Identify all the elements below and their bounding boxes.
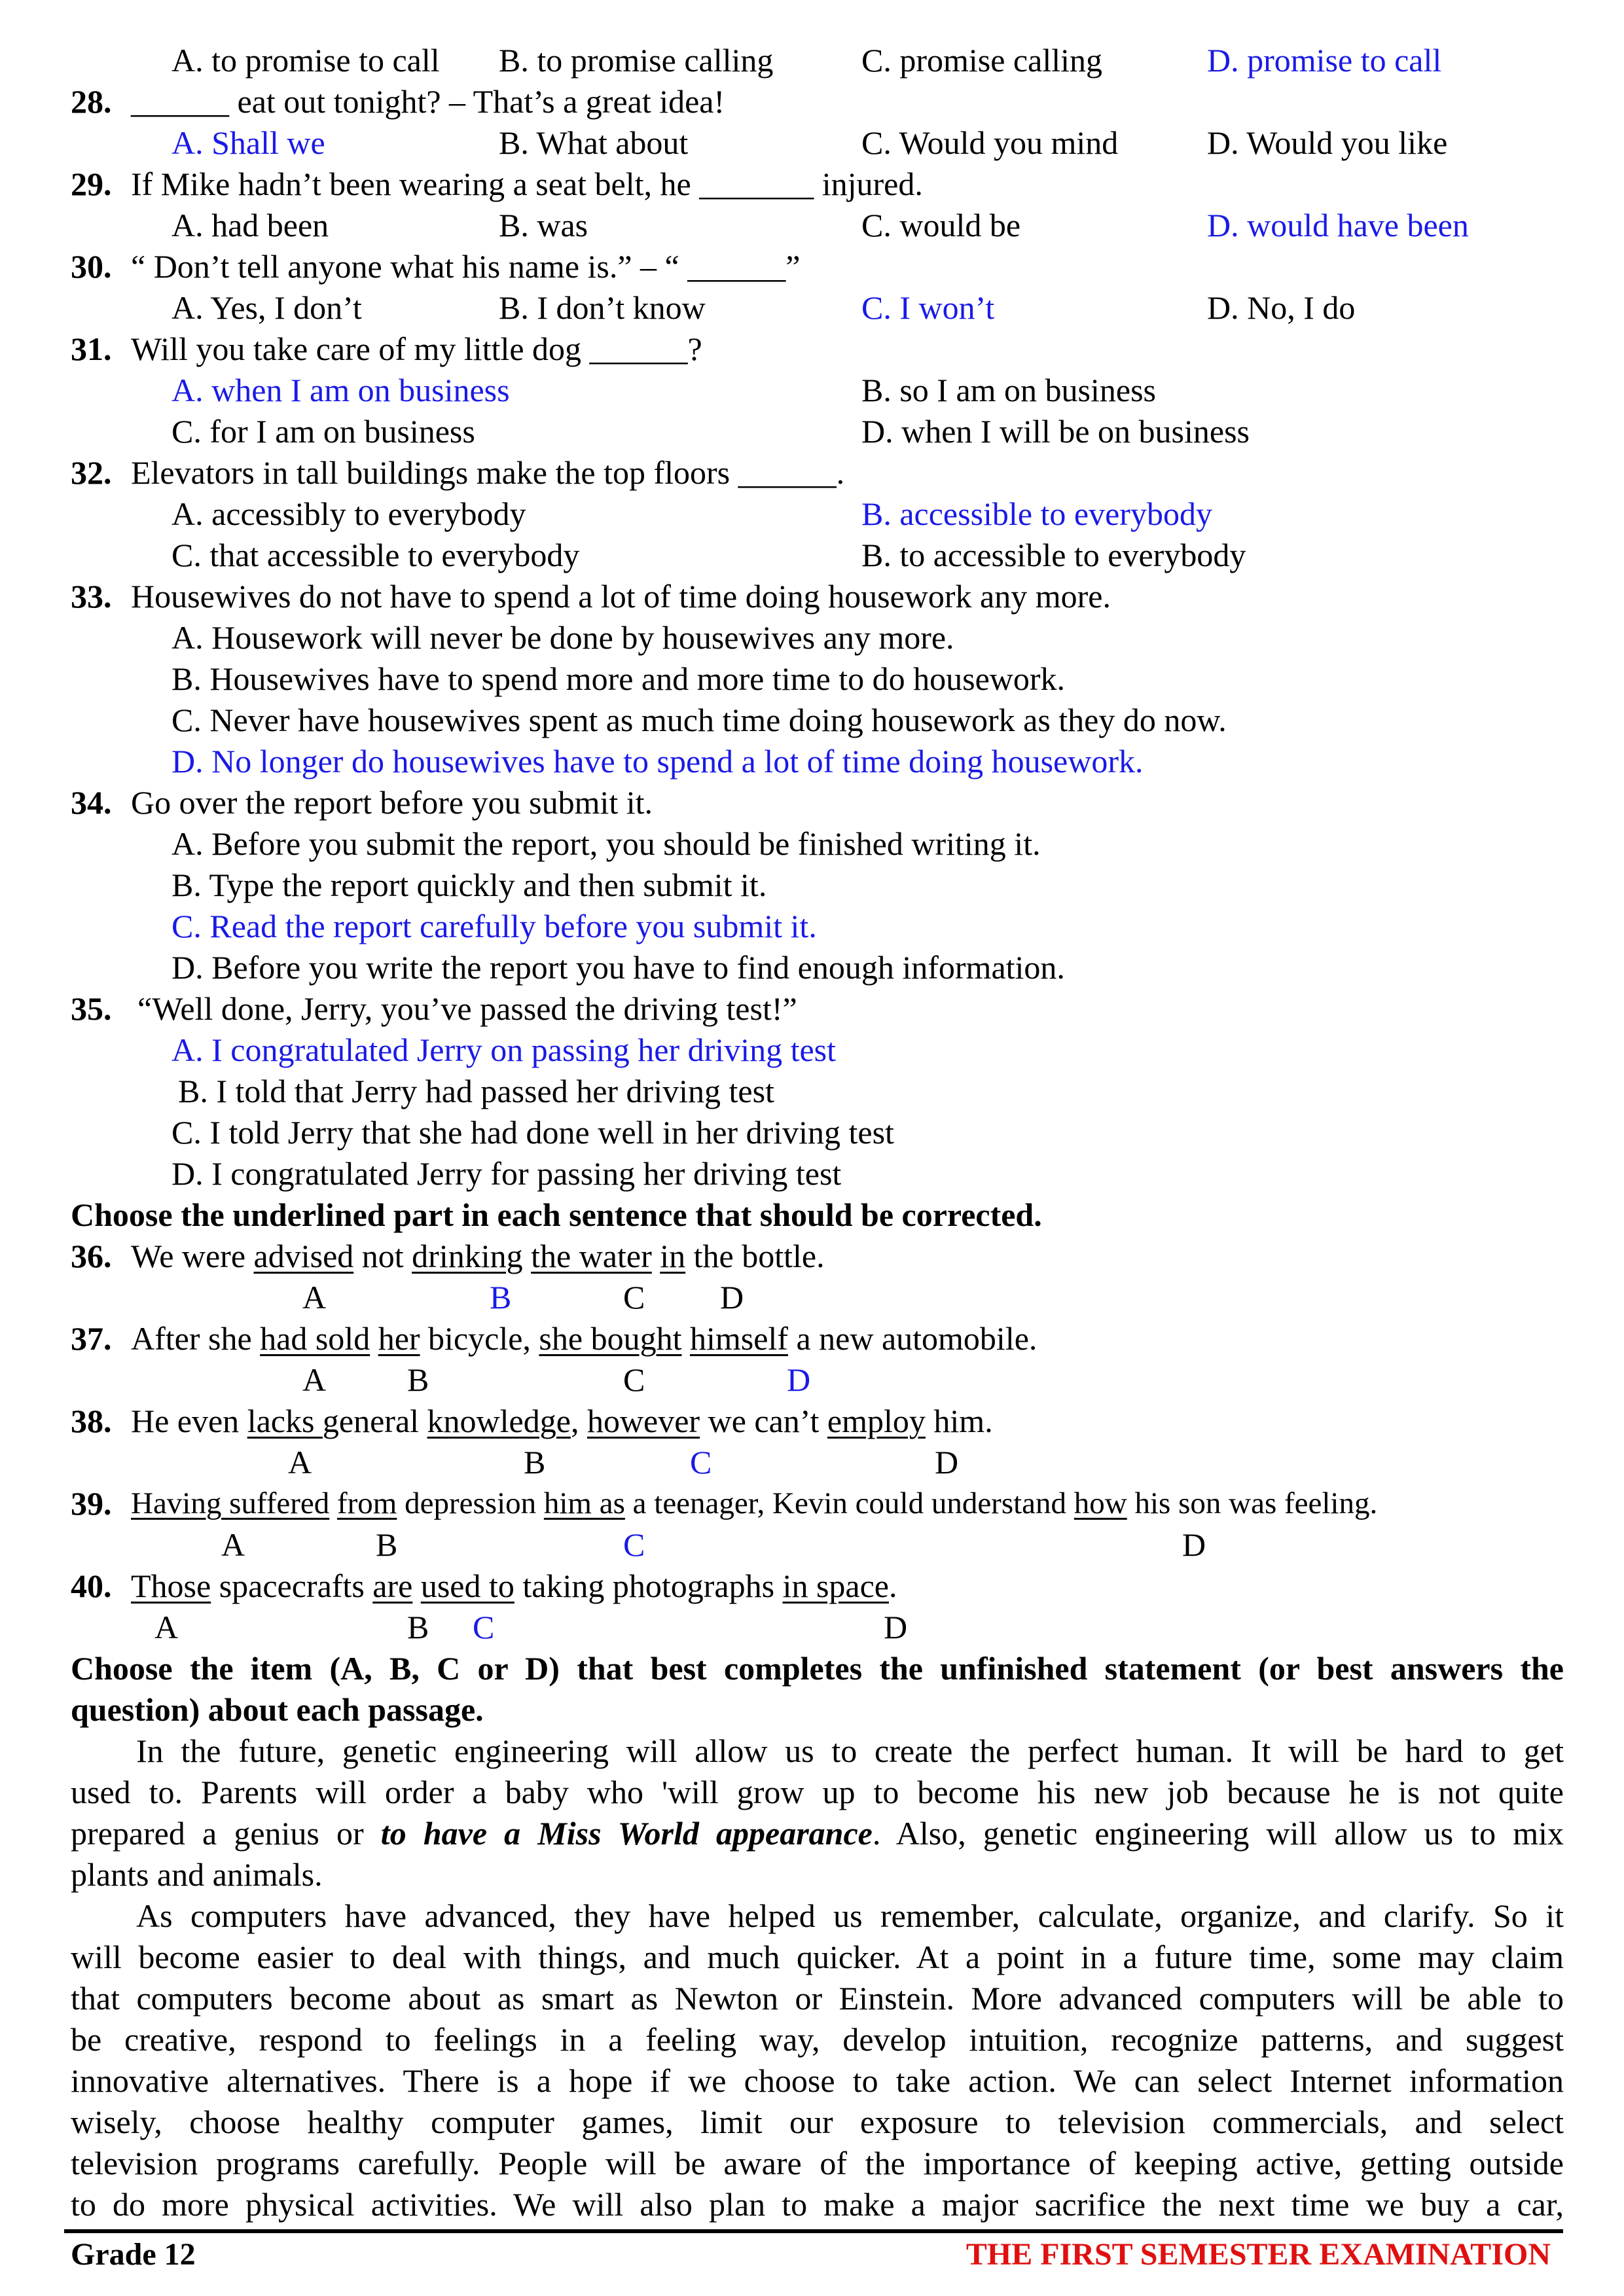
q38-label-a: A xyxy=(288,1444,312,1480)
q27-option-b: B. to promise calling xyxy=(499,42,774,79)
q35-stem: “Well done, Jerry, you’ve passed the driving test!” xyxy=(137,990,797,1027)
passage-p2-line-5: innovative alternatives. There is a hope if we choose to take action. We can select Internet information xyxy=(71,2062,1564,2099)
q28-number: 28. xyxy=(71,83,112,120)
q37-part-d: himself xyxy=(689,1320,788,1357)
q38-part-d: employ xyxy=(827,1403,926,1439)
section-heading-reading-line-1: Choose the item (A, B, C or D) that best completes the unfinished statement (or best answers the xyxy=(71,1650,1564,1687)
q36-part-d: in xyxy=(660,1238,686,1274)
q30-option-a: A. Yes, I don’t xyxy=(171,289,362,326)
q36-sentence: We were advised not drinking the water in the bottle. xyxy=(131,1238,825,1274)
q28-option-c: C. Would you mind xyxy=(861,124,1119,161)
q37-label-d-answer: D xyxy=(787,1361,811,1398)
q38-sentence: He even lacks general knowledge, however we can’t employ him. xyxy=(131,1403,993,1439)
q36-part-b: drinking xyxy=(412,1238,523,1274)
q38-part-b: knowledge xyxy=(427,1403,571,1439)
q40-part-d: in space xyxy=(782,1568,889,1604)
q38-label-b: B xyxy=(524,1444,546,1480)
q35-option-d: D. I congratulated Jerry for passing her driving test xyxy=(171,1155,842,1192)
passage-p2-line-6: wisely, choose healthy computer games, limit our exposure to television commercials, and select xyxy=(71,2104,1564,2140)
q39-label-a: A xyxy=(221,1526,245,1563)
q35-option-b: B. I told that Jerry had passed her driving test xyxy=(178,1073,774,1109)
q40-label-c-answer: C xyxy=(473,1609,495,1645)
footer-exam-title: THE FIRST SEMESTER EXAMINATION xyxy=(965,2237,1551,2272)
q39-part-b: from xyxy=(336,1486,397,1520)
footer-divider xyxy=(64,2229,1563,2233)
q32-option-b-answer: B. accessible to everybody xyxy=(861,495,1212,532)
q36-label-c: C xyxy=(623,1279,645,1316)
q33-number: 33. xyxy=(71,578,112,615)
q30-option-c-answer: C. I won’t xyxy=(861,289,995,326)
q37-part-c: she bought xyxy=(539,1320,682,1357)
q32-number: 32. xyxy=(71,454,112,491)
q39-sentence: Having suffered from depression him as a teenager, Kevin could understand how his son was feeling. xyxy=(131,1486,1378,1520)
q39-part-d: how xyxy=(1074,1486,1127,1520)
q38-label-c-answer: C xyxy=(690,1444,712,1480)
q37-part-b: her xyxy=(378,1320,420,1357)
q27-option-d-answer: D. promise to call xyxy=(1207,42,1442,79)
q37-sentence: After she had sold her bicycle, she bought himself a new automobile. xyxy=(131,1320,1038,1357)
passage-p2-line-2: will become easier to deal with things, and much quicker. At a point in a future time, some may claim xyxy=(71,1939,1564,1975)
q32-stem: Elevators in tall buildings make the top floors ______. xyxy=(131,454,845,491)
q40-part-b: are xyxy=(372,1568,413,1604)
q30-option-d: D. No, I do xyxy=(1207,289,1356,326)
q39-part-a: Having suffered xyxy=(131,1486,330,1520)
q32-option-a: A. accessibly to everybody xyxy=(171,495,526,532)
q33-stem: Housewives do not have to spend a lot of time doing housework any more. xyxy=(131,578,1111,615)
q36-label-d: D xyxy=(720,1279,744,1316)
q34-option-b: B. Type the report quickly and then submit it. xyxy=(171,867,767,903)
q39-label-b: B xyxy=(376,1526,398,1563)
q29-option-c: C. would be xyxy=(861,207,1021,243)
q32-option-d: B. to accessible to everybody xyxy=(861,537,1246,573)
q39-label-c-answer: C xyxy=(623,1526,645,1563)
q34-stem: Go over the report before you submit it. xyxy=(131,784,653,821)
q33-option-b: B. Housewives have to spend more and more time to do housework. xyxy=(171,660,1066,697)
q28-option-d: D. Would you like xyxy=(1207,124,1448,161)
q40-label-a: A xyxy=(154,1609,179,1645)
q35-option-a-answer: A. I congratulated Jerry on passing her driving test xyxy=(171,1031,837,1068)
q36-part-c: the water xyxy=(531,1238,652,1274)
q31-option-c: C. for I am on business xyxy=(171,413,475,450)
q36-label-b-answer: B xyxy=(490,1279,512,1316)
q40-part-a: Those xyxy=(131,1568,211,1604)
footer-grade: Grade 12 xyxy=(71,2237,196,2272)
q31-option-b: B. so I am on business xyxy=(861,372,1156,408)
q38-label-d: D xyxy=(935,1444,959,1480)
q31-option-a-answer: A. when I am on business xyxy=(171,372,510,408)
q31-number: 31. xyxy=(71,331,112,367)
q40-number: 40. xyxy=(71,1568,112,1604)
q36-part-a: advised xyxy=(253,1238,354,1274)
q31-option-d: D. when I will be on business xyxy=(861,413,1250,450)
q33-option-d-answer: D. No longer do housewives have to spend a lot of time doing housework. xyxy=(171,743,1144,780)
q39-part-c: him as xyxy=(543,1486,625,1520)
q29-number: 29. xyxy=(71,166,112,202)
q30-number: 30. xyxy=(71,248,112,285)
q38-part-a: lacks xyxy=(247,1403,323,1439)
q28-option-b: B. What about xyxy=(499,124,689,161)
q30-stem: “ Don’t tell anyone what his name is.” – “ ______” xyxy=(131,248,801,285)
q40-part-c: used to xyxy=(420,1568,514,1604)
passage-p1-line-4: plants and animals. xyxy=(71,1856,323,1893)
q40-label-b: B xyxy=(407,1609,429,1645)
q36-label-a: A xyxy=(302,1279,327,1316)
q39-number: 39. xyxy=(71,1485,112,1522)
q37-label-b: B xyxy=(407,1361,429,1398)
passage-p2-line-3: that computers become about as smart as Newton or Einstein. More advanced computers will be able to xyxy=(71,1980,1564,2017)
q34-number: 34. xyxy=(71,784,112,821)
passage-p1-line-2: used to. Parents will order a baby who 'will grow up to become his new job because he is not quite xyxy=(71,1774,1564,1810)
passage-p2-line-7: television programs carefully. People will be aware of the importance of keeping active, getting outside xyxy=(71,2145,1564,2181)
q37-label-a: A xyxy=(302,1361,327,1398)
q33-option-a: A. Housework will never be done by housewives any more. xyxy=(171,619,954,656)
q35-option-c: C. I told Jerry that she had done well in her driving test xyxy=(171,1114,894,1151)
q32-option-c: C. that accessible to everybody xyxy=(171,537,580,573)
q28-option-a-answer: A. Shall we xyxy=(171,124,325,161)
q30-option-b: B. I don’t know xyxy=(499,289,706,326)
q29-option-a: A. had been xyxy=(171,207,329,243)
q29-option-b: B. was xyxy=(499,207,588,243)
q37-part-a: had sold xyxy=(260,1320,370,1357)
passage-p1-line-3: prepared a genius or to have a Miss World appearance. Also, genetic engineering will allow us to mix xyxy=(71,1815,1564,1852)
q27-option-c: C. promise calling xyxy=(861,42,1102,79)
q37-label-c: C xyxy=(623,1361,645,1398)
passage-p2-line-8: to do more physical activities. We will also plan to make a major sacrifice the next time we buy a car, xyxy=(71,2186,1564,2223)
section-heading-error-identification: Choose the underlined part in each sentence that should be corrected. xyxy=(71,1196,1042,1233)
passage-emphasis: to have a Miss World appearance xyxy=(380,1815,873,1852)
q40-label-d: D xyxy=(884,1609,908,1645)
q34-option-a: A. Before you submit the report, you should be finished writing it. xyxy=(171,825,1041,862)
q33-option-c: C. Never have housewives spent as much time doing housework as they do now. xyxy=(171,702,1227,738)
q40-sentence: Those spacecrafts are used to taking photographs in space. xyxy=(131,1568,897,1604)
q38-part-c: however xyxy=(586,1403,700,1439)
q37-number: 37. xyxy=(71,1320,112,1357)
q39-label-d: D xyxy=(1182,1526,1206,1563)
passage-p1-line-1: In the future, genetic engineering will allow us to create the perfect human. It will be hard to get xyxy=(136,1732,1564,1769)
passage-p2-line-4: be creative, respond to feelings in a feeling way, develop intuition, recognize patterns, and suggest xyxy=(71,2021,1564,2058)
section-heading-reading-line-2: question) about each passage. xyxy=(71,1691,484,1728)
q31-stem: Will you take care of my little dog ______? xyxy=(131,331,702,367)
q28-stem: ______ eat out tonight? – That’s a great idea! xyxy=(131,83,725,120)
q34-option-c-answer: C. Read the report carefully before you submit it. xyxy=(171,908,817,944)
q27-option-a: A. to promise to call xyxy=(171,42,440,79)
q34-option-d: D. Before you write the report you have to find enough information. xyxy=(171,949,1065,986)
q29-option-d-answer: D. would have been xyxy=(1207,207,1469,243)
q35-number: 35. xyxy=(71,990,112,1027)
q38-number: 38. xyxy=(71,1403,112,1439)
passage-p2-line-1: As computers have advanced, they have helped us remember, calculate, organize, and clarify. So it xyxy=(136,1897,1564,1934)
q36-number: 36. xyxy=(71,1238,112,1274)
q29-stem: If Mike hadn’t been wearing a seat belt, he _______ injured. xyxy=(131,166,923,202)
